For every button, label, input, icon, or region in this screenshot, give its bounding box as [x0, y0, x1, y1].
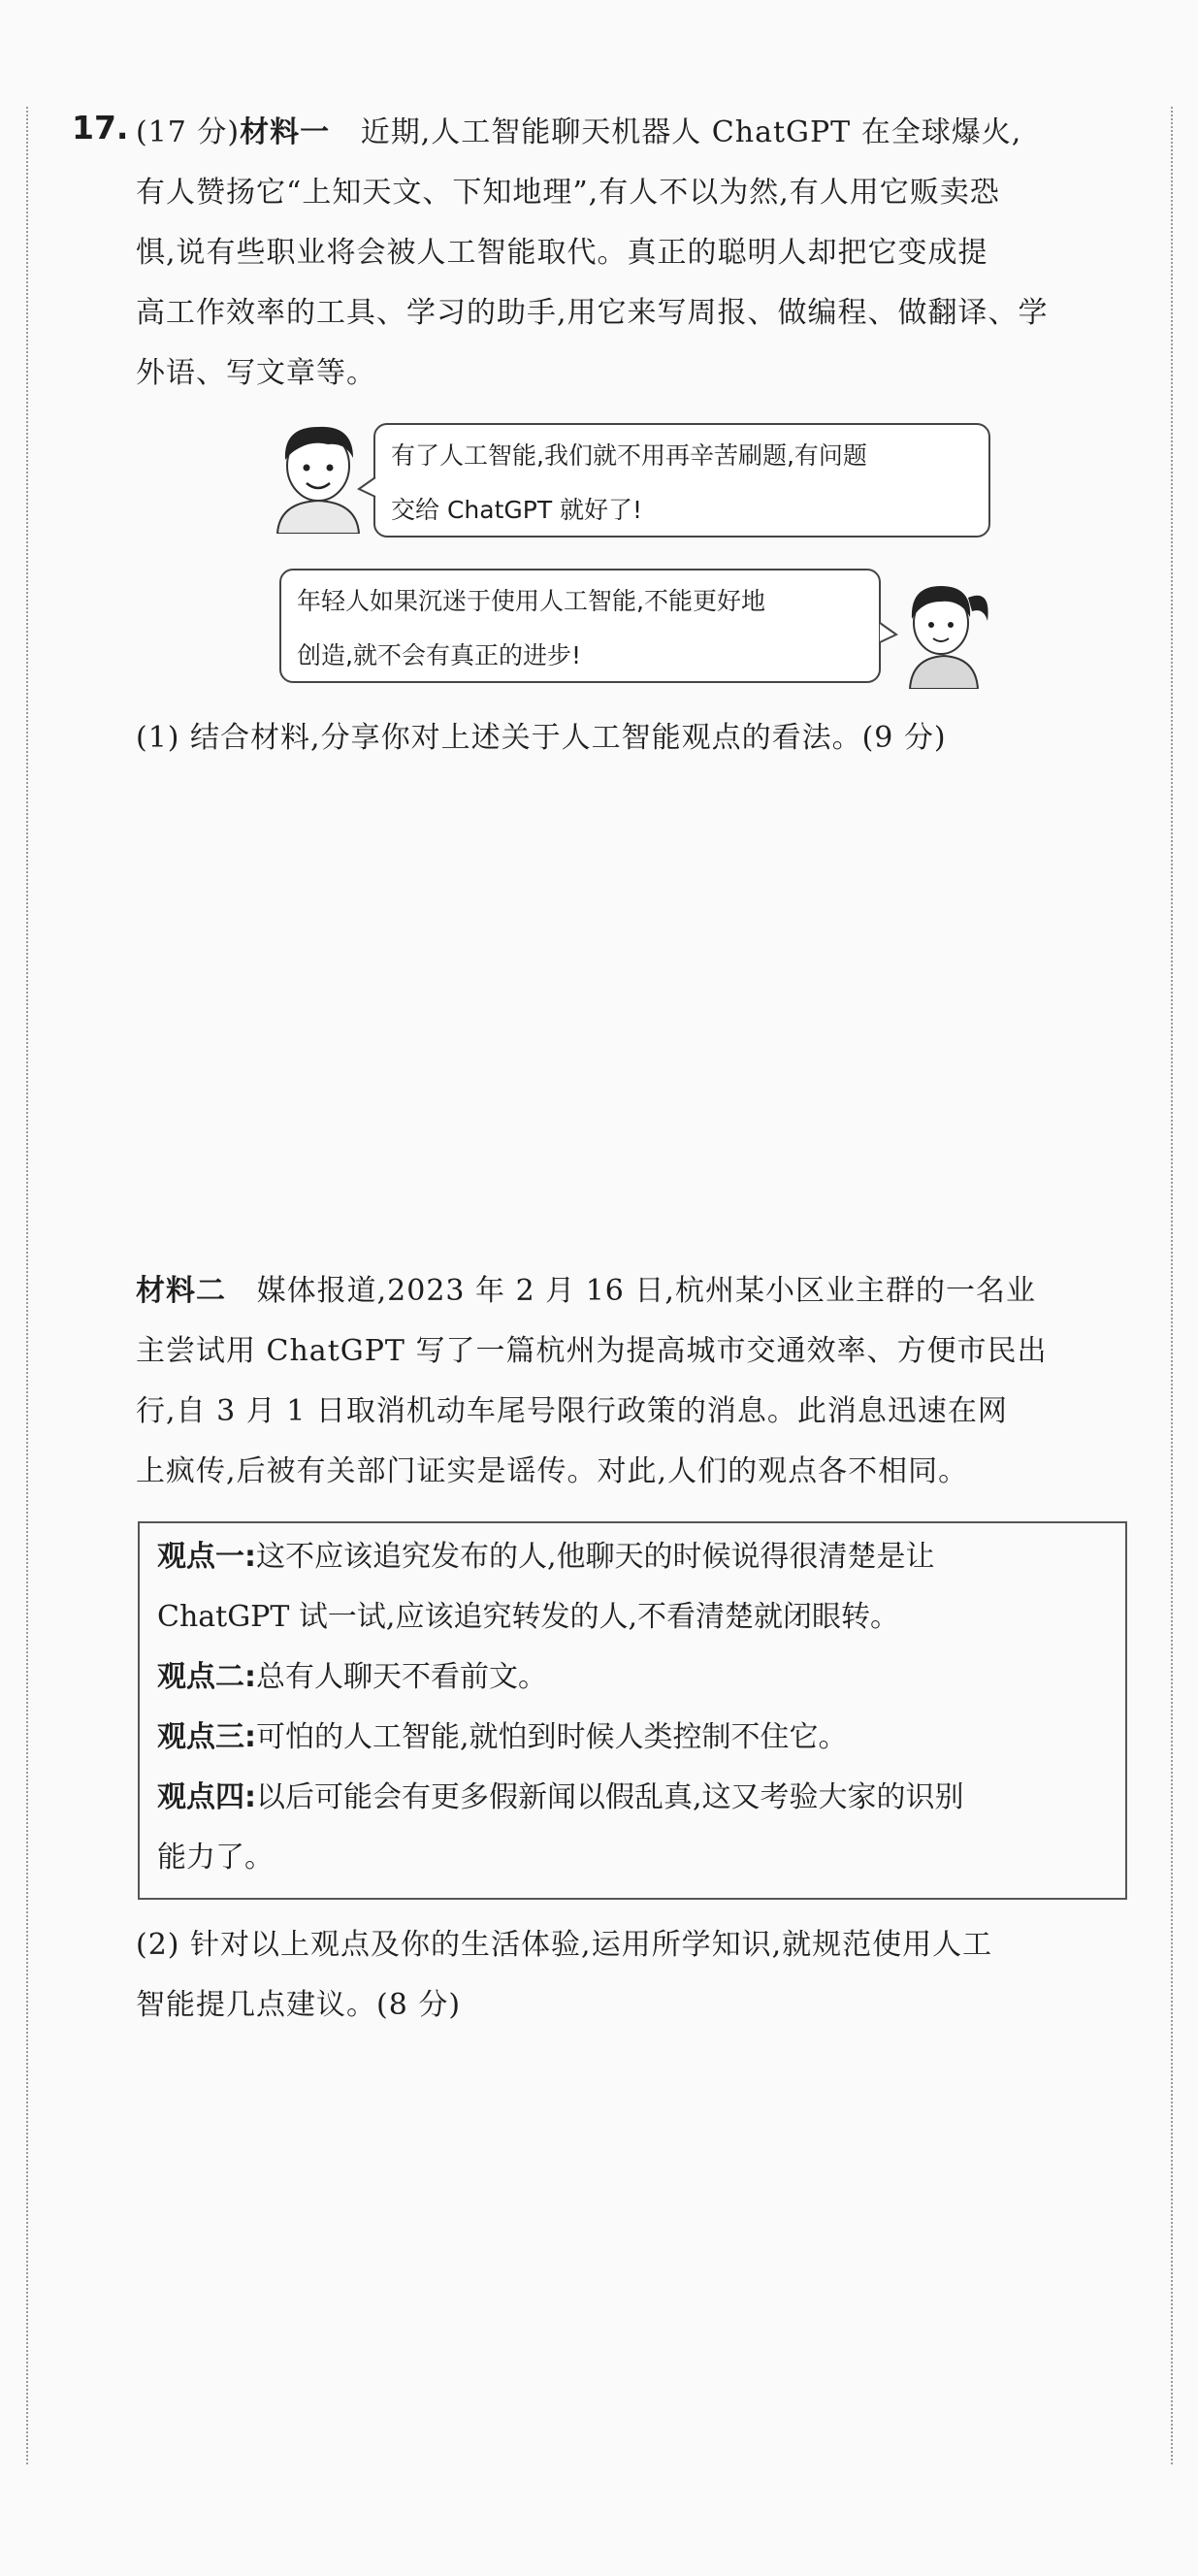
view-3: 观点三:可怕的人工智能,就怕到时候人类控制不住它。 — [157, 1720, 848, 1754]
material1-line-1: (17 分)材料一 近期,人工智能聊天机器人 ChatGPT 在全球爆火, — [136, 115, 1022, 149]
view-2: 观点二:总有人聊天不看前文。 — [157, 1660, 547, 1694]
girl-illustration — [890, 569, 997, 689]
question-number: 17. — [72, 109, 129, 147]
material1-line-3: 惧,说有些职业将会被人工智能取代。真正的聪明人却把它变成提 — [136, 236, 988, 270]
views-box — [138, 1521, 1127, 1900]
right-margin-line — [1171, 107, 1173, 2464]
view-4: 观点四:以后可能会有更多假新闻以假乱真,这又考验大家的识别 — [157, 1780, 964, 1814]
left-margin-line — [26, 107, 28, 2464]
boy-bubble-tail — [357, 475, 376, 501]
material1-line-4: 高工作效率的工具、学习的助手,用它来写周报、做编程、做翻译、学 — [136, 296, 1049, 330]
material1-line-2: 有人赞扬它“上知天文、下知地理”,有人不以为然,有人用它贩卖恐 — [136, 176, 1000, 210]
material2-line-4: 上疯传,后被有关部门证实是谣传。对此,人们的观点各不相同。 — [136, 1454, 969, 1488]
material2-paragraph — [136, 1261, 1125, 1502]
sub-question-1: (1) 结合材料,分享你对上述关于人工智能观点的看法。(9 分) — [136, 721, 947, 755]
material2-line-3: 行,自 3 月 1 日取消机动车尾号限行政策的消息。此消息迅速在网 — [136, 1394, 1008, 1428]
material1-line-5: 外语、写文章等。 — [136, 356, 376, 390]
material2-line-1: 材料二 媒体报道,2023 年 2 月 16 日,杭州某小区业主群的一名业 — [136, 1274, 1036, 1308]
material1-label: 材料一 — [240, 115, 331, 149]
points-label: (17 分) — [136, 115, 241, 149]
material2-label: 材料二 — [136, 1274, 226, 1308]
material1-paragraph — [136, 103, 1125, 404]
view-4-continued: 能力了。 — [157, 1841, 274, 1875]
view-1-continued: ChatGPT 试一试,应该追究转发的人,不看清楚就闭眼转。 — [157, 1600, 899, 1634]
material2-line-2: 主尝试用 ChatGPT 写了一篇杭州为提高城市交通效率、方便市民出 — [136, 1334, 1048, 1368]
girl-speech-bubble: 年轻人如果沉迷于使用人工智能,不能更好地 创造,就不会有真正的进步! — [279, 569, 881, 683]
boy-illustration — [270, 419, 367, 534]
boy-speech-bubble: 有了人工智能,我们就不用再辛苦刷题,有问题 交给 ChatGPT 就好了! — [373, 423, 990, 538]
sub-question-2: (2) 针对以上观点及你的生活体验,运用所学知识,就规范使用人工 智能提几点建议。(8 分) — [136, 1928, 993, 2022]
view-1: 观点一:这不应该追究发布的人,他聊天的时候说得很清楚是让 — [157, 1540, 935, 1574]
